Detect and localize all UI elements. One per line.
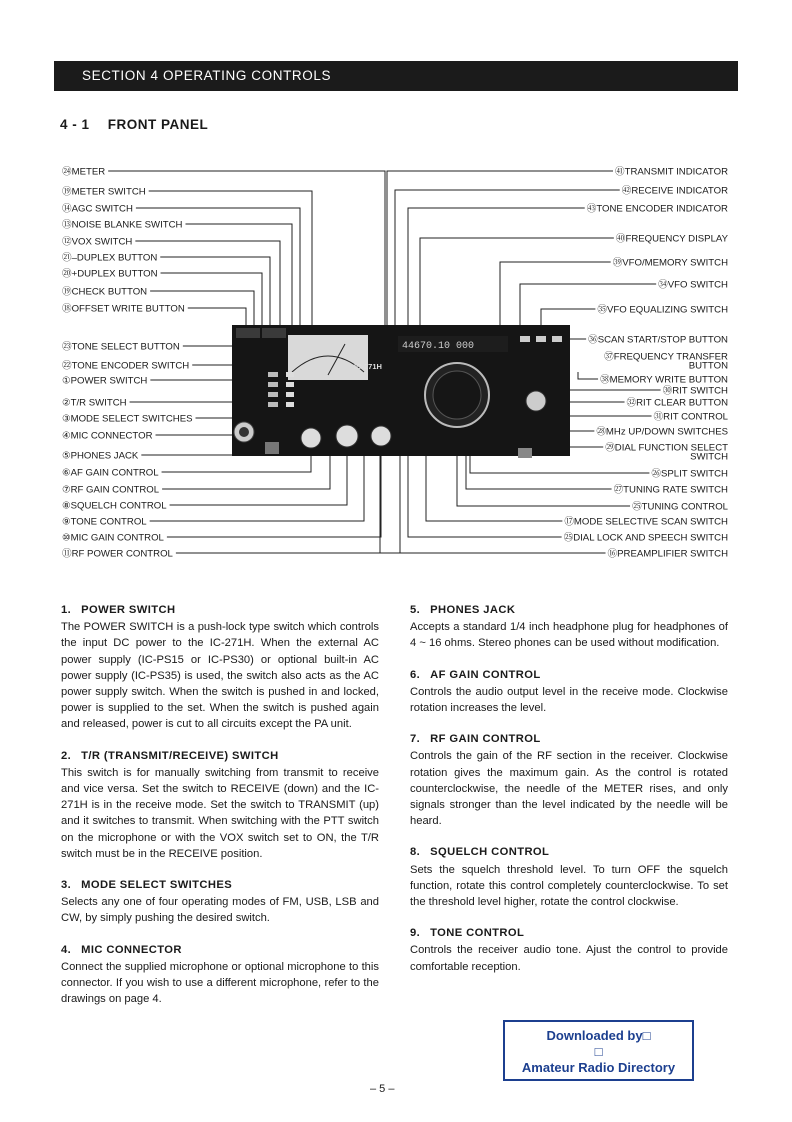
leader-line (150, 376, 244, 380)
section-rf-gain: 7. RF GAIN CONTROL Controls the gain of the RF section in the receiver. Clockwise rotation gives the maximum gain. As the control is rotated counterclockwise, the needle of the METER rises, and only signals stronger than the level indicated by the needle will be heard. (410, 731, 728, 829)
callout-label-left: ②T/R SWITCH (62, 397, 127, 409)
section-mode-select: 3. MODE SELECT SWITCHES Selects any one of four operating modes of FM, USB, LSB and CW, by simply pushing the desired switch. (61, 877, 379, 927)
front-panel-diagram (0, 150, 792, 570)
heading: MIC CONNECTOR (81, 943, 182, 956)
section-tone: 9. TONE CONTROL Controls the receiver audio tone. Ajust the control to provide comfortable reception. (410, 925, 728, 975)
callout-label-right: ㊴VFO/MEMORY SWITCH (612, 257, 728, 269)
leader-line (192, 364, 236, 365)
section-power-switch: 1. POWER SWITCH The POWER SWITCH is a push-lock type switch which controls the input DC power to the IC-271H. When the external AC power supply (IC-PS15 or IC-PS30) or optional built-in AC power supply (IC-PS35) is used, the switch also acts as the AC power supply switch. When the switch is pushed in and locked, power is supplied to the set. When the switch is pushed again and released, power is cut to all circuits except the PA unit. (61, 602, 379, 733)
subsection-title (60, 117, 208, 132)
callout-label-left: ㉔METER (62, 166, 106, 178)
callout-label-right: ㉕TUNING CONTROL (632, 501, 728, 513)
callout-label-right: ㊷RECEIVE INDICATOR (621, 185, 728, 197)
callout-label-left: ㉑–DUPLEX BUTTON (62, 252, 158, 264)
callout-label-left: ⑪RF POWER CONTROL (62, 548, 173, 560)
callout-label-left: ⑬NOISE BLANKE SWITCH (62, 219, 183, 231)
leader-line (560, 386, 661, 390)
callout-label-right: ⑯PREAMPLIFIER SWITCH (607, 548, 728, 560)
callout-label-right: ㉜RIT CLEAR BUTTON (626, 397, 728, 409)
section-header (54, 61, 738, 91)
section-mic-connector: 4. MIC CONNECTOR Connect the supplied microphone or optional microphone to this connector. If you wish to use a different microphone, refer to the drawings on page 4. (61, 942, 379, 1008)
radio-front-panel (232, 325, 570, 458)
model-text: IC-271H (354, 362, 382, 371)
callout-label-right: ㉟VFO EQUALIZING SWITCH (597, 304, 728, 316)
callout-label-left: ⑩MIC GAIN CONTROL (62, 532, 164, 544)
callout-label-right: ㉕DIAL LOCK AND SPEECH SWITCH (563, 532, 728, 544)
leader-line (408, 208, 585, 338)
callout-label-left: ⑲METER SWITCH (62, 186, 146, 198)
callout-label-right: ㊳MEMORY WRITE BUTTON (600, 374, 728, 386)
leader-line (578, 372, 598, 379)
callout-label-right: ㉖SPLIT SWITCH (651, 468, 728, 480)
meter-window (288, 335, 368, 380)
left-text-column (61, 602, 379, 1022)
subsection-number: 4 - 1 (60, 117, 90, 132)
heading: POWER SWITCH (81, 604, 176, 616)
paragraph: Accepts a standard 1/4 inch headphone plug for headphones of 4 ~ 16 ohms. Stereo phones can be used without modification. (410, 621, 728, 650)
leader-line (156, 432, 244, 435)
download-line-1: Downloaded by□ (546, 1028, 651, 1043)
callout-label-left: ⑳+DUPLEX BUTTON (62, 268, 158, 280)
callout-label-right: ㊲FREQUENCY TRANSFER (604, 351, 728, 363)
paragraph: Selects any one of four operating modes of FM, USB, LSB and CW, by simply pushing the desired switch. (61, 896, 379, 925)
paragraph: Controls the receiver audio tone. Ajust the control to provide comfortable reception. (410, 944, 728, 973)
paragraph: Controls the gain of the RF section in the receiver. Clockwise rotation gives the maximum gain. As the control is rotated counterclockwise, the needle of the METER rises, and only signals stronger than the level indicated by the needle will be heard. (410, 750, 728, 828)
callout-label-left: ㉒TONE ENCODER SWITCH (62, 360, 190, 372)
callout-label-left: ③MODE SELECT SWITCHES (62, 413, 193, 425)
section-title: SECTION 4 OPERATING CONTROLS (82, 68, 332, 83)
callout-label-right: ㉘MHz UP/DOWN SWITCHES (596, 426, 728, 438)
callout-label-right: ㉙DIAL FUNCTION SELECT (605, 442, 728, 454)
heading: PHONES JACK (430, 604, 516, 616)
callout-label-left: ⑱OFFSET WRITE BUTTON (62, 303, 185, 315)
display-text: 44670.10 000 (402, 341, 475, 352)
callout-label-left: ①POWER SWITCH (62, 375, 148, 387)
callout-label-right: ㊵FREQUENCY DISPLAY (615, 233, 728, 245)
callout-label-left: ⑭AGC SWITCH (62, 203, 133, 215)
leader-line (420, 238, 614, 340)
paragraph: The POWER SWITCH is a push-lock type switch which controls the input DC power to the IC-271H. When the external AC power supply (IC-PS15 or IC-PS30) or optional built-in AC power supply (IC-PS35) is used, the switch also acts as the AC power supply switch. When the switch is pushed in and locked, power is supplied to the set. When the switch is pushed again and released, power is cut to all circuits except the PA unit. (61, 621, 379, 731)
callout-label-right: BUTTON (688, 360, 728, 372)
heading: RF GAIN CONTROL (430, 733, 541, 746)
paragraph: Connect the supplied microphone or optional microphone to this connector. If you wish to use a different microphone, refer to the drawings on page 4. (61, 960, 379, 1006)
callout-label-left: ⑤PHONES JACK (62, 450, 139, 462)
leader-line (500, 262, 611, 330)
leader-line (161, 273, 262, 330)
callout-label-right: ㉗TUNING RATE SWITCH (613, 484, 728, 496)
heading: AF GAIN CONTROL (430, 668, 541, 681)
callout-label-left: ㉓TONE SELECT BUTTON (62, 341, 180, 353)
paragraph: Controls the audio output level in the receive mode. Clockwise rotation increases the level. (410, 685, 728, 715)
heading: SQUELCH CONTROL (430, 846, 550, 859)
callout-label-left: ⑥AF GAIN CONTROL (62, 467, 159, 479)
section-squelch: 8. SQUELCH CONTROL Sets the squelch threshold level. To turn OFF the squelch function, rotate this control completely counterclockwise. To set the threshold level higher, rotate the control clockwise. (410, 844, 728, 910)
callout-label-right: ⑰MODE SELECTIVE SCAN SWITCH (564, 516, 728, 528)
callout-label-right: ㉛RIT CONTROL (653, 411, 728, 423)
callout-label-right: ㉞VFO SWITCH (658, 279, 728, 291)
leader-line (183, 342, 240, 346)
callout-label-right: ㊱SCAN START/STOP BUTTON (588, 334, 728, 346)
section-tr-switch: 2. T/R (TRANSMIT/RECEIVE) SWITCH This switch is for manually switching from transmit to receive and vice versa. Set the switch to RECEIVE (down) and the IC-271H is in the receive mode. Set the switch to TRANSMIT (up) and it switches to transmit. When switching with the PTT switch on the microphone or with the VOX switch set to ON, the T/R switch must be in the RECEIVE position. (61, 748, 379, 862)
callout-label-right: ㊸TONE ENCODER INDICATOR (586, 203, 728, 215)
leader-line (185, 224, 292, 330)
download-line-3: Amateur Radio Directory (521, 1060, 676, 1075)
download-credit-box (503, 1020, 694, 1081)
callout-label-right: ㉚RIT SWITCH (662, 385, 728, 397)
callout-label-left: ⑦RF GAIN CONTROL (62, 484, 160, 496)
heading: TONE CONTROL (430, 927, 525, 940)
callout-label-left: ⑫VOX SWITCH (62, 236, 133, 248)
callout-label-left: ⑨TONE CONTROL (62, 516, 147, 528)
download-line-2: □ (594, 1044, 603, 1059)
subsection-text: FRONT PANEL (107, 117, 209, 132)
heading: MODE SELECT SWITCHES (81, 879, 233, 892)
callout-label-left: ⑲CHECK BUTTON (62, 286, 148, 298)
page-number: – 5 – (370, 1083, 395, 1095)
callout-label-right: SWITCH (690, 451, 728, 463)
section-af-gain: 6. AF GAIN CONTROL Controls the audio output level in the receive mode. Clockwise rotation increases the level. (410, 667, 728, 717)
section-phones-jack: 5. PHONES JACK Accepts a standard 1/4 inch headphone plug for headphones of 4 ~ 16 ohms. Stereo phones can be used without modification. (410, 602, 728, 652)
heading: T/R (TRANSMIT/RECEIVE) SWITCH (81, 749, 279, 762)
callout-label-left: ⑧SQUELCH CONTROL (62, 500, 167, 512)
callout-label-left: ④MIC CONNECTOR (62, 430, 153, 442)
right-text-column (410, 602, 728, 990)
callout-label-right: ㊶TRANSMIT INDICATOR (615, 166, 728, 178)
paragraph: Sets the squelch threshold level. To turn OFF the squelch function, rotate this control completely counterclockwise. To set the threshold level higher, rotate the control clockwise. (410, 863, 728, 909)
paragraph: This switch is for manually switching from transmit to receive and vice versa. Set the switch to RECEIVE (down) and the IC-271H is in the receive mode. Set the switch to TRANSMIT (up) and it switches to transmit. When switching with the PTT switch on the microphone or with the VOX switch set to ON, the T/R switch must be in the RECEIVE position. (61, 766, 379, 860)
